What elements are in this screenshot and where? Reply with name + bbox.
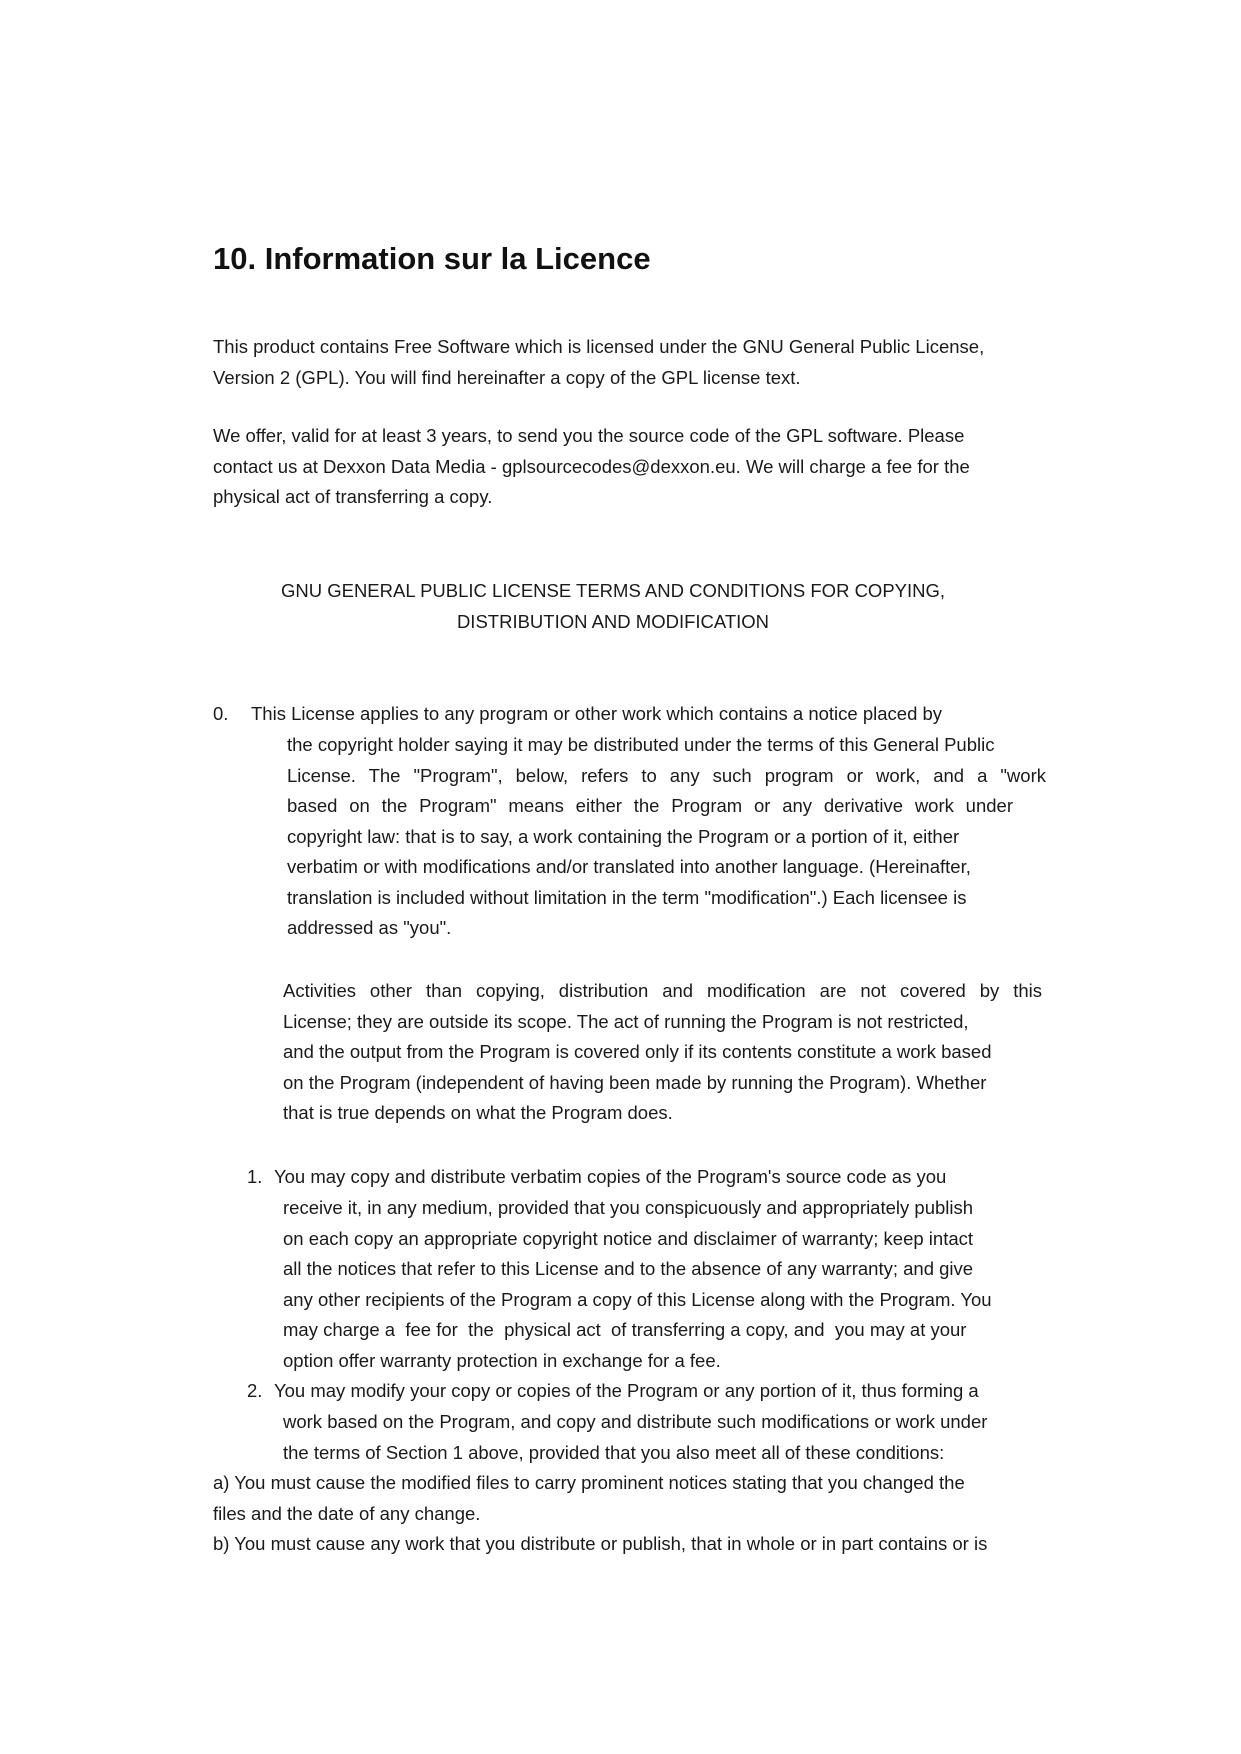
text-line: on each copy an appropriate copyright notice and disclaimer of warranty; keep intact [283,1227,974,1249]
text-line: This product contains Free Software which is licensed under the GNU General Public License, [213,336,985,357]
text-line: a) You must cause the modified files to carry prominent notices stating that you changed the [213,1472,965,1493]
text-line: translation is included without limitation in the term "modification".) Each licensee is [287,886,967,908]
text-line: the terms of Section 1 above, provided that you also meet all of these conditions: [283,1441,945,1463]
heading-line: GNU GENERAL PUBLIC LICENSE TERMS AND CONDITIONS FOR COPYING, [280,580,946,601]
clause-0-first-line [251,699,942,730]
text-line: We offer, valid for at least 3 years, to send you the source code of the GPL software. Please [213,425,965,446]
text-line: License; they are outside its scope. The act of running the Program is not restricted, [283,1010,969,1032]
text-line: addressed as "you". [287,917,452,938]
text-line: You may copy and distribute verbatim copies of the Program's source code as you [274,1166,947,1187]
text-line: the copyright holder saying it may be distributed under the terms of this General Public [287,734,995,755]
text-line: may charge a fee for the physical act of transferring a copy, and you may at your [283,1319,967,1340]
text-line: b) You must cause any work that you distribute or publish, that in whole or in part contains or is [213,1533,988,1554]
text-line: based on the Program" means either the Program or any derivative work under [287,795,1013,816]
text-line: that is true depends on what the Program does. [283,1102,673,1123]
text-line: Activities other than copying, distribution and modification are not covered by this [283,980,1042,1001]
intro-paragraph-1 [213,332,984,393]
clause-1-number: 1. [247,1166,263,1187]
section-title: 10. Information sur la Licence [213,241,651,276]
text-line: License. The "Program", below, refers to any such program or work, and a "work [287,764,1046,786]
text-line: on the Program (independent of having been made by running the Program). Whether [283,1071,987,1093]
text-line: You may modify your copy or copies of the Program or any portion of it, thus forming a [274,1380,979,1401]
text-line: files and the date of any change. [213,1502,481,1524]
clause-0-body [287,730,1046,944]
heading-line: DISTRIBUTION AND MODIFICATION [456,611,770,632]
clause-2-first-line [274,1376,979,1407]
text-line: verbatim or with modifications and/or translated into another language. (Hereinafter, [287,856,971,877]
gpl-heading [213,575,1013,637]
text-line: option offer warranty protection in exchange for a fee. [283,1349,721,1371]
text-line: any other recipients of the Program a copy of this License along with the Program. You [283,1288,992,1310]
text-line: This License applies to any program or other work which contains a notice placed by [251,703,943,724]
clause-1-first-line [274,1162,946,1193]
clause-0-paragraph-2 [283,976,1042,1129]
intro-paragraph-2 [213,421,970,513]
text-line: contact us at Dexxon Data Media - gplsourcecodes@dexxon.eu. We will charge a fee for the [213,455,970,477]
text-line: Version 2 (GPL). You will find hereinafter a copy of the GPL license text. [213,366,801,388]
condition-a [213,1468,965,1529]
condition-b [213,1529,987,1560]
text-line: work based on the Program, and copy and distribute such modifications or work under [283,1411,988,1432]
text-line: copyright law: that is to say, a work containing the Program or a portion of it, either [287,825,960,847]
text-line: and the output from the Program is covered only if its contents constitute a work based [283,1041,992,1062]
text-line: all the notices that refer to this License and to the absence of any warranty; and give [283,1258,974,1279]
clause-1-body [283,1193,992,1376]
text-line: physical act of transferring a copy. [213,486,493,507]
clause-2-number: 2. [247,1380,263,1401]
clause-0-number: 0. [213,703,229,724]
text-line: receive it, in any medium, provided that you conspicuously and appropriately publish [283,1197,974,1218]
clause-2-body [283,1407,987,1468]
